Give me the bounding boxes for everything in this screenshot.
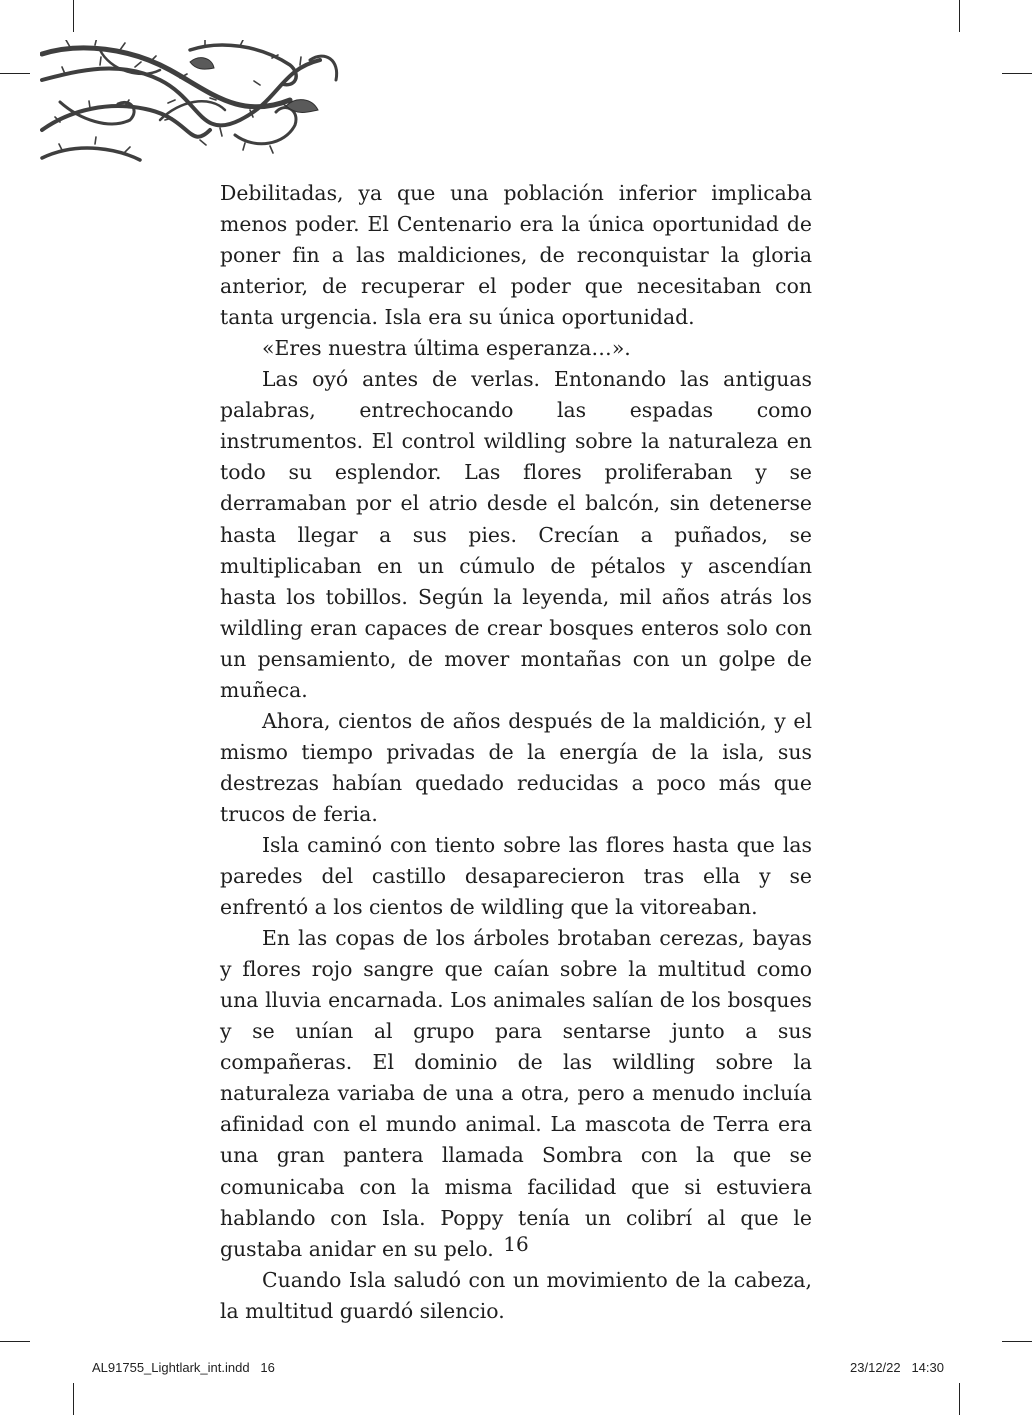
paragraph: Debilitadas, ya que una población inferior implicaba menos poder. El Centenario era la única oportunidad de poner fin a las maldiciones, de reconquistar la gloria anterior, de recuperar el poder que necesitaban con tanta urgencia. Isla era su única oportunidad. bbox=[220, 181, 812, 330]
crop-mark bbox=[1002, 1341, 1032, 1342]
crop-mark bbox=[959, 0, 960, 32]
paragraph: «Eres nuestra última esperanza…». bbox=[262, 336, 631, 361]
thorn-vines-ornament-icon bbox=[40, 40, 350, 165]
body-text bbox=[220, 178, 812, 1327]
print-slug-datetime: 23/12/22 14:30 bbox=[850, 1360, 944, 1375]
crop-mark bbox=[1002, 73, 1032, 74]
crop-mark bbox=[959, 1383, 960, 1415]
paragraph: Cuando Isla saludó con un movimiento de la cabeza, la multitud guardó silencio. bbox=[220, 1267, 812, 1323]
crop-mark bbox=[0, 73, 30, 74]
crop-mark bbox=[73, 1383, 74, 1415]
paragraph: Las oyó antes de verlas. Entonando las antiguas palabras, entrechocando las espadas como instrumentos. El control wildling sobre la naturaleza en todo su esplendor. Las flores proliferaban y se derramaban por el atrio desde el balcón, sin detenerse hasta llegar a sus pies. Crecían a puñados, se multiplicaban en un cúmulo de pétalos y ascendían hasta los tobillos. Según la leyenda, mil años atrás los wildling eran capaces de crear bosques enteros solo con un pensamiento, de mover montañas con un golpe de muñeca. bbox=[220, 367, 812, 702]
print-slug-file: AL91755_Lightlark_int.indd 16 bbox=[92, 1360, 275, 1375]
paragraph: Ahora, cientos de años después de la maldición, y el mismo tiempo privadas de la energía de la isla, sus destrezas habían quedado reducidas a poco más que trucos de feria. bbox=[220, 708, 812, 826]
paragraph: En las copas de los árboles brotaban cerezas, bayas y flores rojo sangre que caían sobre la multitud como una lluvia encarnada. Los animales salían de los bosques y se unían al grupo para sentarse junto a sus compañeras. El dominio de las wildling sobre la naturaleza variaba de una a otra, pero a menudo incluía afinidad con el mundo animal. La mascota de Terra era una gran pantera llamada Sombra con la que se comunicaba con la misma facilidad que si estuviera hablando con Isla. Poppy tenía un colibrí al que le gustaba anidar en su pelo. bbox=[220, 926, 812, 1261]
crop-mark bbox=[73, 0, 74, 32]
paragraph: Isla caminó con tiento sobre las flores hasta que las paredes del castillo desaparecieron tras ella y se enfrentó a los cientos de wildling que la vitoreaban. bbox=[220, 832, 812, 920]
page-number: 16 bbox=[503, 1232, 529, 1256]
crop-mark bbox=[0, 1341, 30, 1342]
